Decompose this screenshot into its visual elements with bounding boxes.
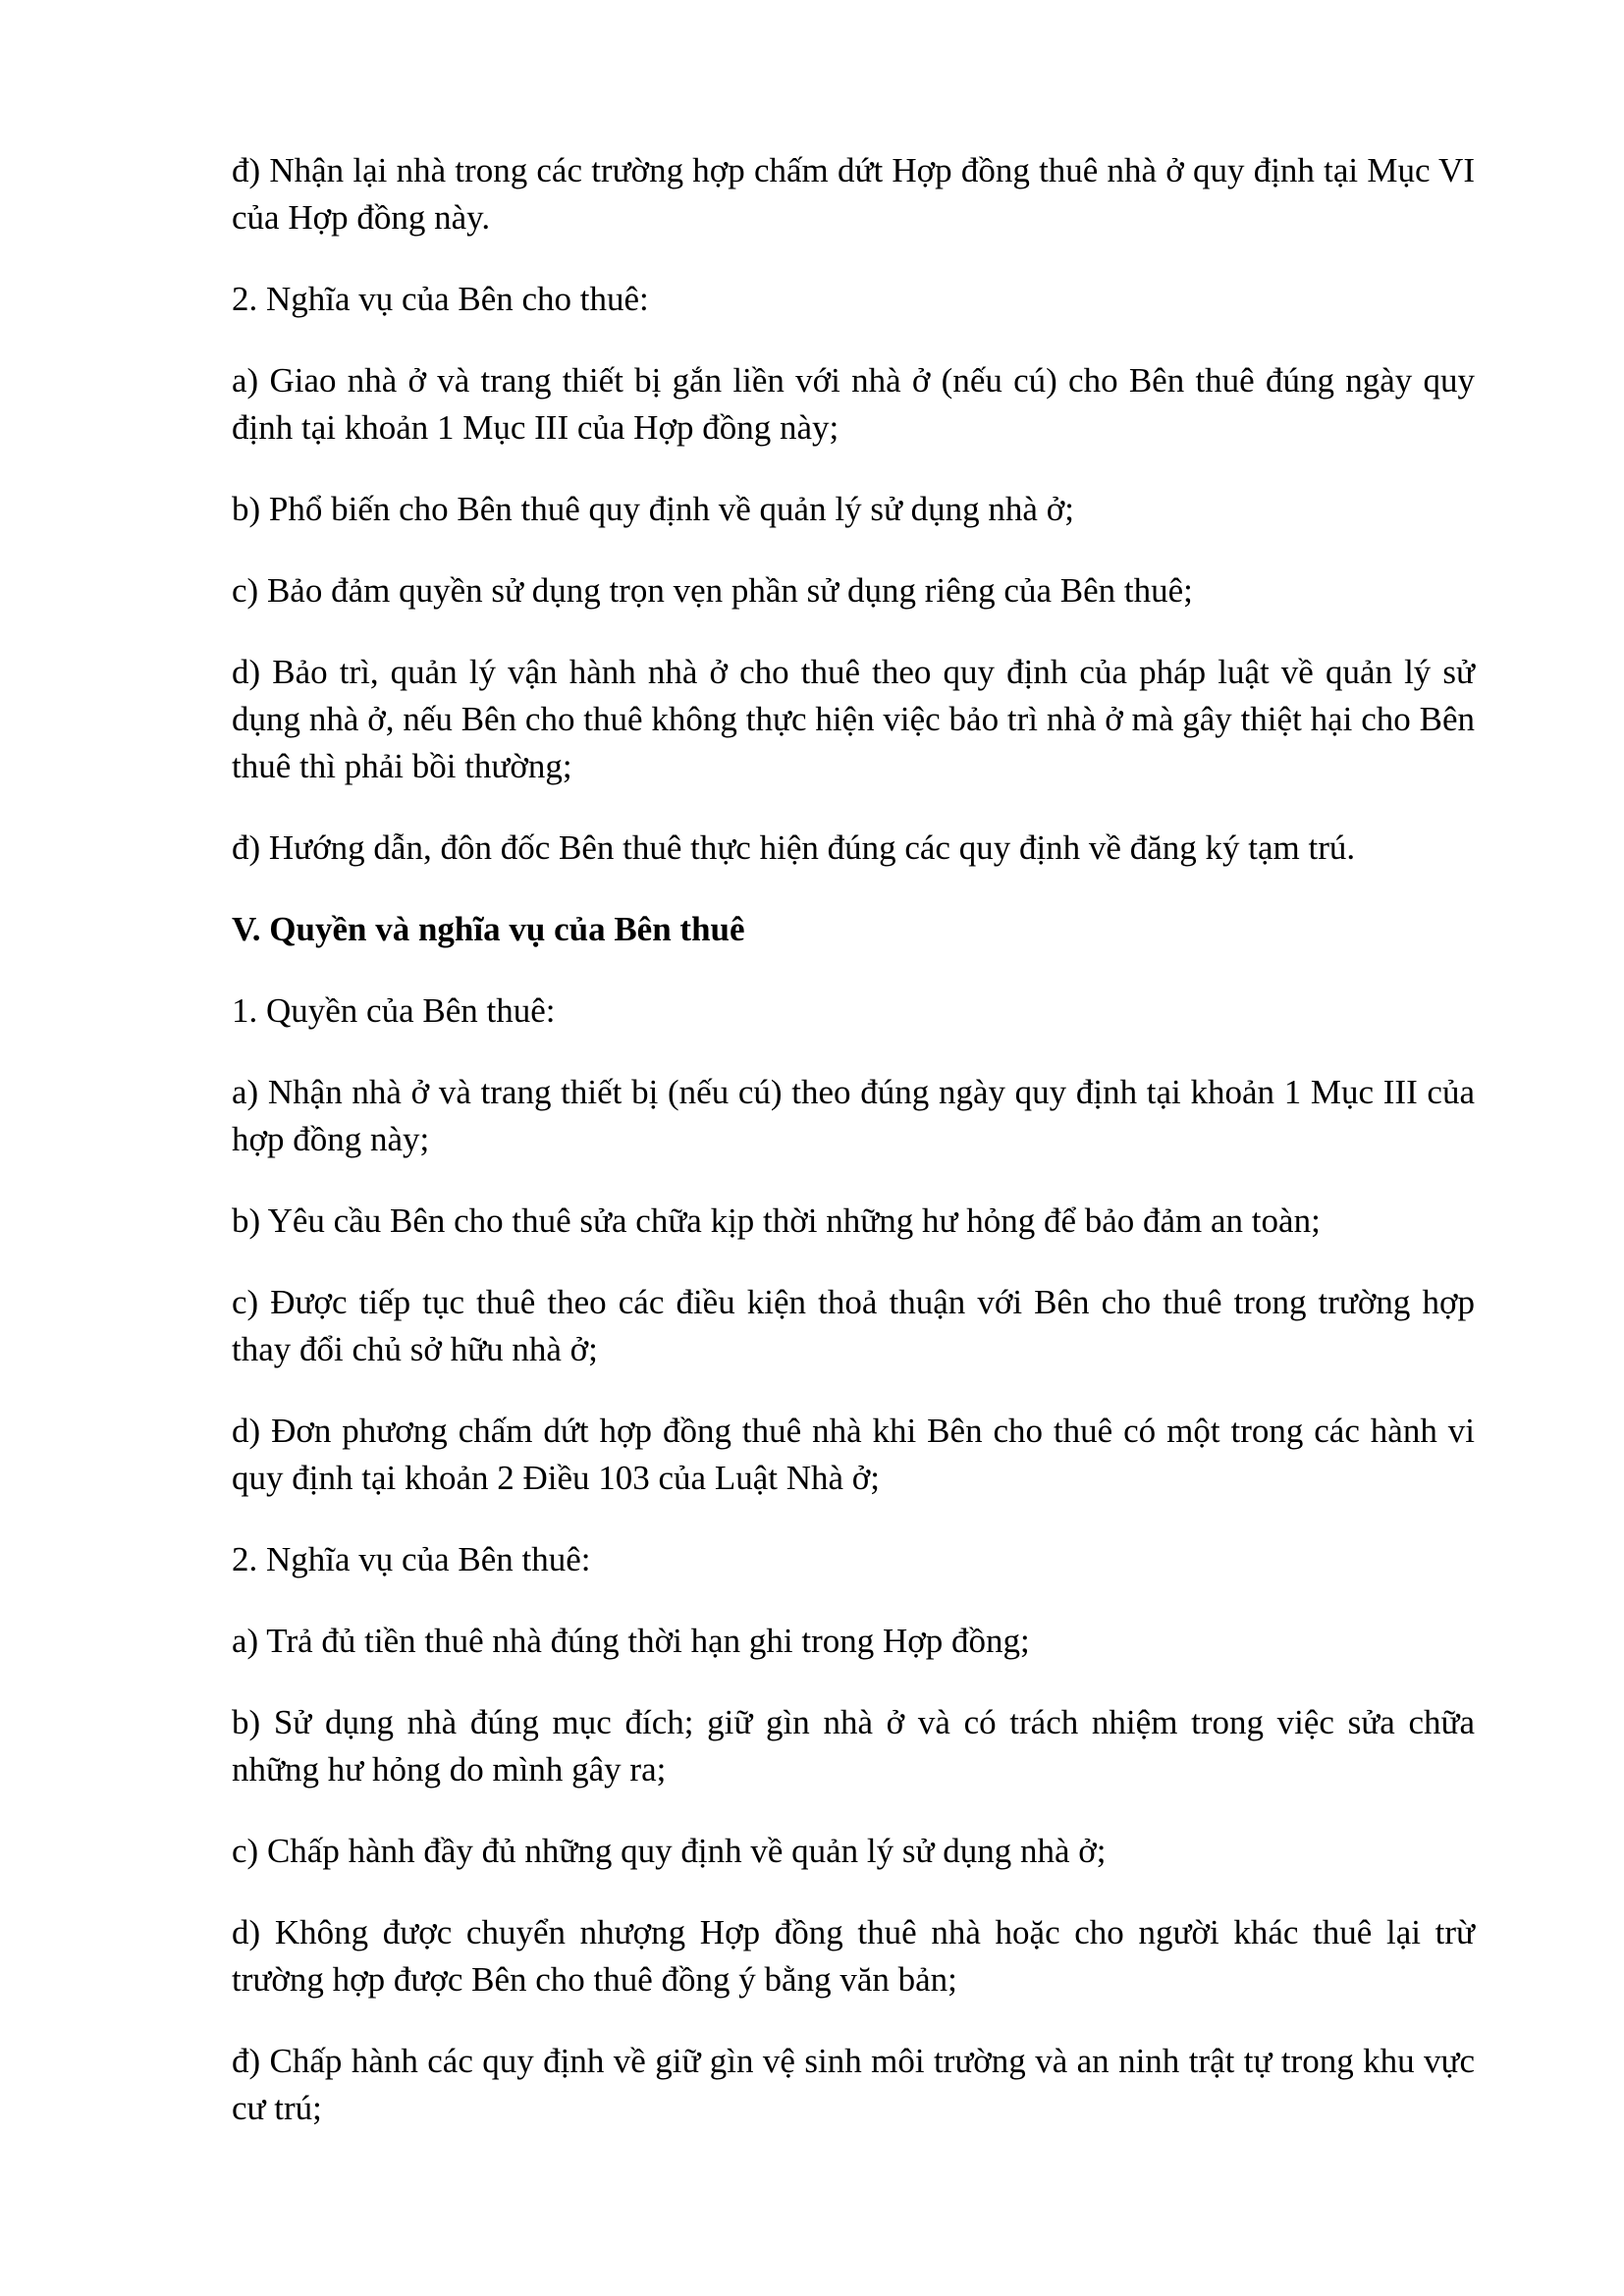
- section-heading-v: V. Quyền và nghĩa vụ của Bên thuê: [232, 910, 745, 948]
- paragraph-ve-sinh-an-ninh: đ) Chấp hành các quy định về giữ gìn vệ sinh môi trường và an ninh trật tự trong khu vực cư trú;: [232, 2042, 1475, 2127]
- document-page: [232, 147, 1475, 2166]
- paragraph-chap-hanh-quy-dinh: c) Chấp hành đầy đủ những quy định về quản lý sử dụng nhà ở;: [232, 1832, 1107, 1870]
- paragraph-tiep-tuc-thue: c) Được tiếp tục thuê theo các điều kiện thoả thuận với Bên cho thuê trong trường hợp thay đổi chủ sở hữu nhà ở;: [232, 1283, 1475, 1368]
- paragraph-quyen-ben-thue: 1. Quyền của Bên thuê:: [232, 991, 556, 1030]
- paragraph-don-phuong-cham-dut: d) Đơn phương chấm dứt hợp đồng thuê nhà khi Bên cho thuê có một trong các hành vi quy định tại khoản 2 Điều 103 của Luật Nhà ở;: [232, 1412, 1475, 1497]
- paragraph-nhan-nha-o: a) Nhận nhà ở và trang thiết bị (nếu cú) theo đúng ngày quy định tại khoản 1 Mục III của hợp đồng này;: [232, 1073, 1475, 1158]
- paragraph-bao-dam-quyen: c) Bảo đảm quyền sử dụng trọn vẹn phần sử dụng riêng của Bên thuê;: [232, 571, 1193, 610]
- paragraph-khong-chuyen-nhuong: d) Không được chuyển nhượng Hợp đồng thuê nhà hoặc cho người khác thuê lại trừ trường hợp được Bên cho thuê đồng ý bằng văn bản;: [232, 1913, 1475, 1999]
- paragraph-nghia-vu-ben-cho-thue: 2. Nghĩa vụ của Bên cho thuê:: [232, 280, 649, 318]
- paragraph-su-dung-nha: b) Sử dụng nhà đúng mục đích; giữ gìn nhà ở và có trách nhiệm trong việc sửa chữa những hư hỏng do mình gây ra;: [232, 1703, 1475, 1789]
- paragraph-tra-du-tien: a) Trả đủ tiền thuê nhà đúng thời hạn ghi trong Hợp đồng;: [232, 1622, 1030, 1660]
- paragraph-pho-bien: b) Phổ biến cho Bên thuê quy định về quản lý sử dụng nhà ở;: [232, 490, 1074, 528]
- paragraph-yeu-cau-sua-chua: b) Yêu cầu Bên cho thuê sửa chữa kịp thời những hư hỏng để bảo đảm an toàn;: [232, 1201, 1321, 1240]
- paragraph-nhan-lai-nha: đ) Nhận lại nhà trong các trường hợp chấm dứt Hợp đồng thuê nhà ở quy định tại Mục VI của Hợp đồng này.: [232, 151, 1475, 237]
- paragraph-bao-tri: d) Bảo trì, quản lý vận hành nhà ở cho thuê theo quy định của pháp luật về quản lý sử dụng nhà ở, nếu Bên cho thuê không thực hiện việc bảo trì nhà ở mà gây thiệt hại cho Bên thuê thì phải bồi thường;: [232, 653, 1475, 785]
- paragraph-giao-nha: a) Giao nhà ở và trang thiết bị gắn liền với nhà ở (nếu cú) cho Bên thuê đúng ngày quy định tại khoản 1 Mục III của Hợp đồng này;: [232, 361, 1475, 447]
- paragraph-huong-dan: đ) Hướng dẫn, đôn đốc Bên thuê thực hiện đúng các quy định về đăng ký tạm trú.: [232, 828, 1356, 867]
- paragraph-nghia-vu-ben-thue: 2. Nghĩa vụ của Bên thuê:: [232, 1540, 591, 1578]
